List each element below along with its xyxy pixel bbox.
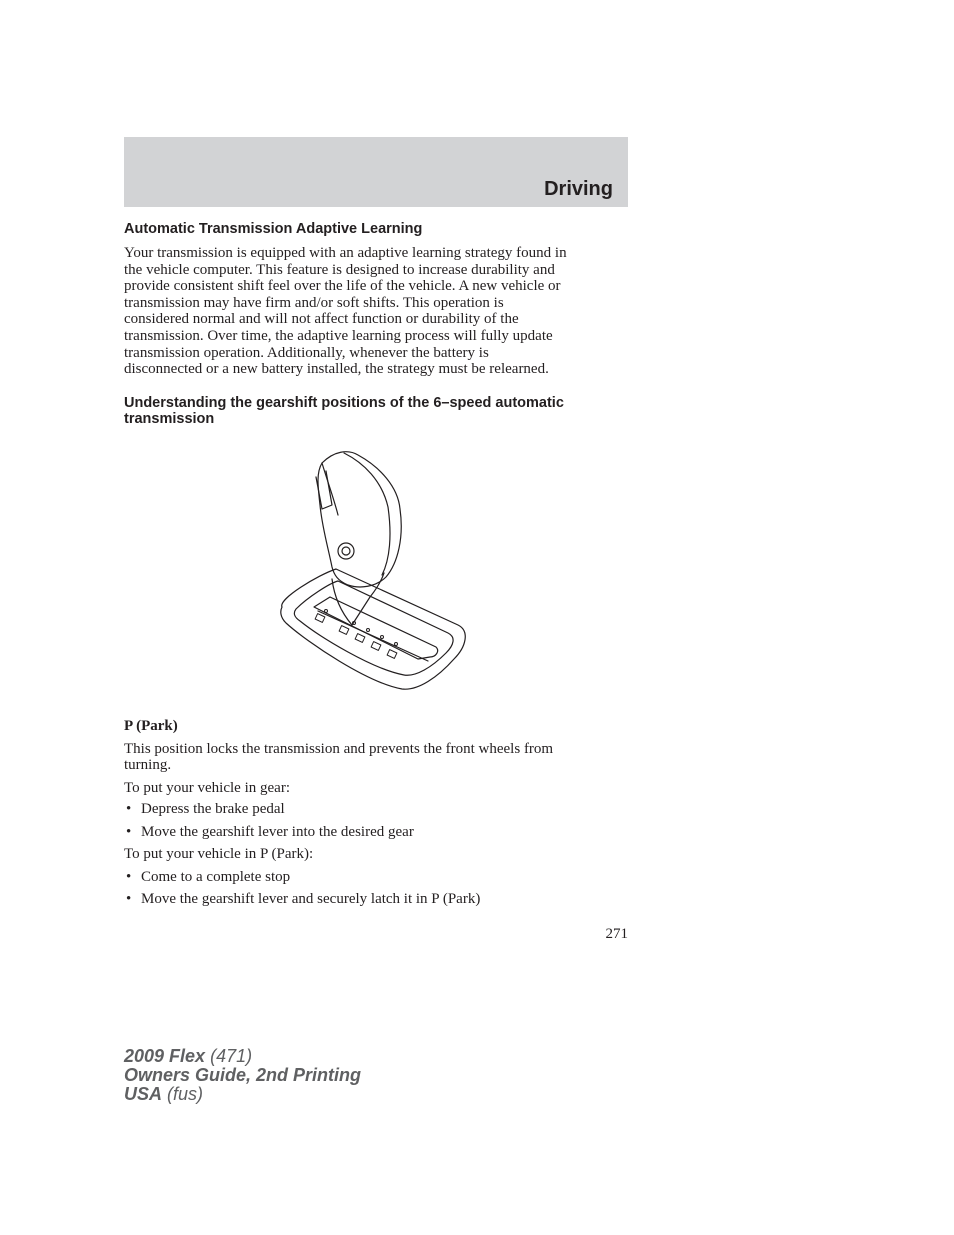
gearshift-section: [124, 395, 628, 427]
list-item-text: Move the gearshift lever and securely latch it in P (Park): [141, 890, 481, 907]
gearshift-heading: [124, 395, 628, 427]
list-item-text: Move the gearshift lever into the desired gear: [141, 824, 414, 841]
gearshift-heading-line: Understanding the gearshift positions of the 6–speed automatic: [124, 395, 564, 411]
shifter-handle: [318, 452, 401, 587]
list-item: [124, 891, 628, 908]
shifter-base-outline: [281, 569, 465, 689]
park-intro: To put your vehicle in P (Park):: [124, 846, 314, 863]
document-footer: [124, 1047, 361, 1104]
paragraph-line: Your transmission is equipped with an adaptive learning strategy found in: [124, 245, 567, 261]
paragraph-line: transmission operation. Additionally, whenever the battery is: [124, 344, 489, 361]
footer-market: USA: [124, 1084, 163, 1104]
footer-line-model: [124, 1047, 361, 1066]
paragraph-line: considered normal and will not affect function or durability of the: [124, 311, 519, 328]
footer-line-guide: [124, 1066, 361, 1085]
adaptive-learning-paragraph: [124, 245, 628, 378]
gearshift-illustration: [278, 447, 470, 693]
adaptive-learning-heading: Automatic Transmission Adaptive Learning: [124, 221, 423, 237]
footer-line-market: [124, 1085, 361, 1104]
footer-market-code: (fus): [167, 1084, 204, 1104]
list-item-text: Depress the brake pedal: [141, 801, 285, 818]
list-item: [124, 801, 628, 818]
park-description: [124, 741, 628, 774]
list-item: [124, 824, 628, 841]
section-title: Driving: [544, 178, 613, 200]
shifter-base-inner: [294, 581, 453, 675]
paragraph-line: disconnected or a new battery installed, the strategy must be relearned.: [124, 361, 549, 378]
footer-model: 2009 Flex: [124, 1046, 206, 1066]
gear-position-indicators: [315, 610, 397, 659]
bullet-icon: •: [126, 868, 132, 885]
section-header-bar: [124, 137, 628, 207]
bullet-icon: •: [126, 801, 132, 818]
bullet-icon: •: [126, 824, 132, 841]
in-gear-intro: To put your vehicle in gear:: [124, 779, 290, 796]
park-section: [124, 718, 628, 908]
gearshift-heading-line: transmission: [124, 411, 215, 427]
adaptive-learning-section: [124, 221, 628, 378]
park-description-line: This position locks the transmission and prevents the front wheels from: [124, 740, 554, 757]
page-number: 271: [605, 926, 628, 942]
paragraph-line: the vehicle computer. This feature is designed to increase durability and: [124, 261, 555, 278]
paragraph-line: transmission may have firm and/or soft shifts. This operation is: [124, 294, 504, 311]
paragraph-line: transmission. Over time, the adaptive learning process will fully update: [124, 327, 553, 344]
park-heading: P (Park): [124, 718, 178, 734]
list-item: [124, 869, 628, 886]
footer-model-code: (471): [210, 1046, 253, 1066]
footer-guide: Owners Guide, 2nd Printing: [124, 1065, 362, 1085]
bullet-icon: •: [126, 890, 132, 907]
list-item-text: Come to a complete stop: [141, 868, 291, 885]
shift-lock-button: [338, 543, 354, 559]
paragraph-line: provide consistent shift feel over the life of the vehicle. A new vehicle or: [124, 278, 561, 295]
park-description-line: turning.: [124, 757, 172, 774]
